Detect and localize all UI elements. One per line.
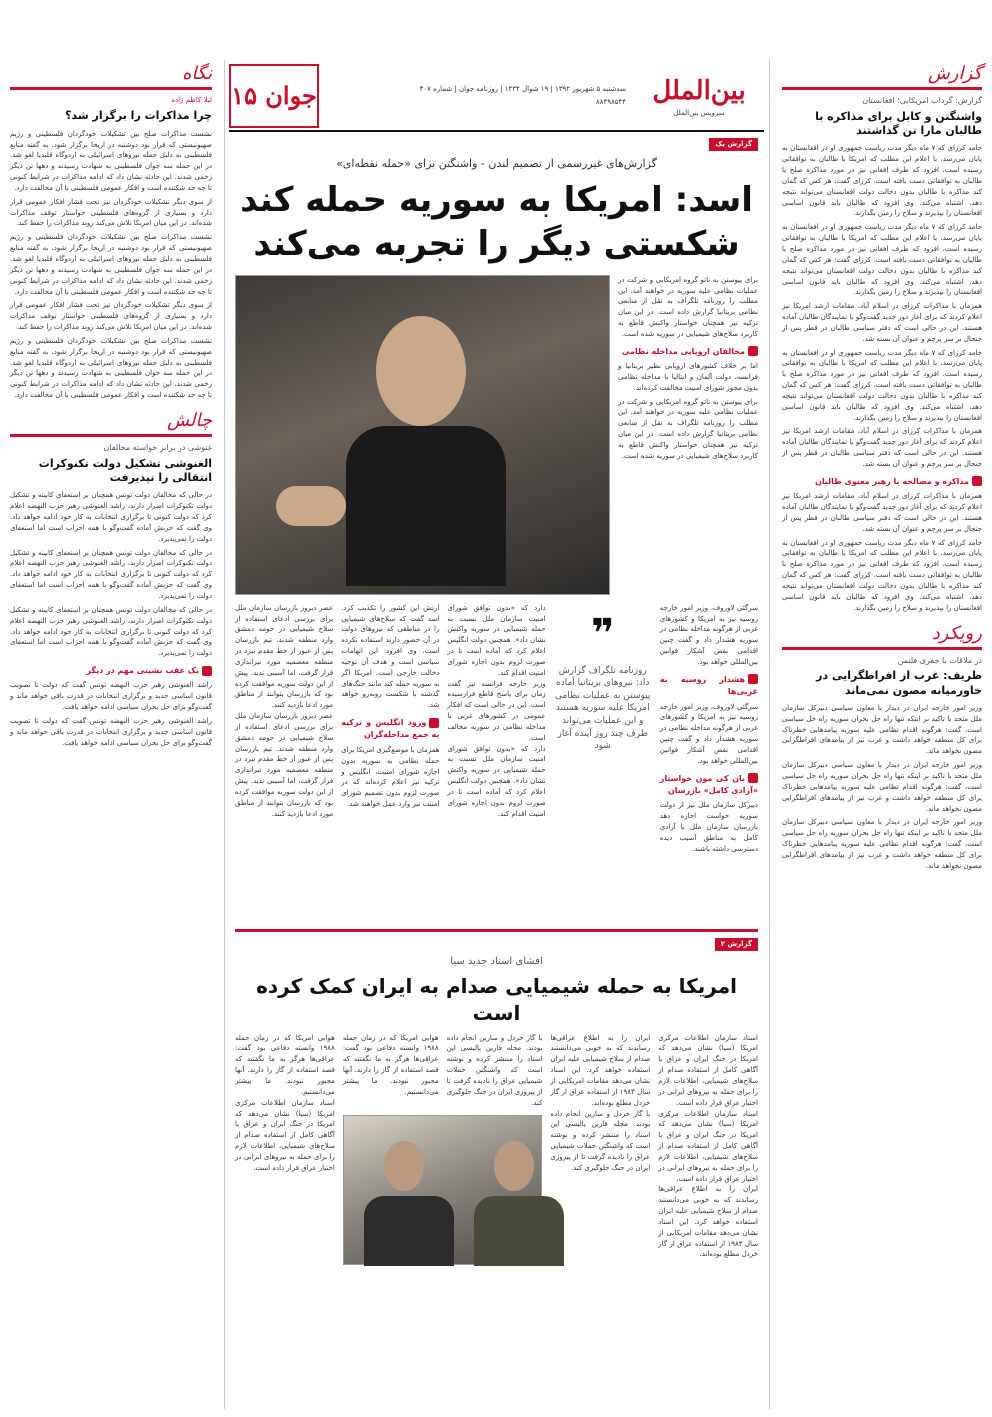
story2-photo xyxy=(343,1115,543,1265)
photo-figure-suit xyxy=(364,1196,454,1266)
article-headline[interactable]: واشنگتن و کابل برای مذاکره با طالبان مارا تن گذاشتند xyxy=(815,109,982,138)
column-divider xyxy=(769,60,770,1409)
section-logo: چالش xyxy=(166,410,212,432)
paragraph: همزمان با مذاکرات کرزای در اسلام آباد، مقامات ارشد امریکا نیز اعلام کردند که برای آغاز دور جدید گفت‌وگو با نمایندگان طالبان آماده هستند. این در حالی است که دفتر سیاسی طالبان در قطر پس از جنجال بر سر پرچم و عنوان آن بسته شد. xyxy=(782,302,982,343)
article-body: در حالی که مخالفان دولت تونس همچنان بر استعفای کابینه و تشکیل دولت تکنوکرات اصرار دارند، راشد الغنوشی رهبر حزب النهضه اعلام کرد که دولت کنونی تا برگزاری انتخابات به کار خود ادامه خواهد داد. وی گفت که حزبش آماده گفت‌وگو با همه احزاب است اما استعفای دولت را نمی‌پذیرد. در حالی که مخالفان دولت تونس همچنان بر استعفای کابینه و تشکیل دولت تکنوکرات اصرار دارند، راشد الغنوشی رهبر حزب النهضه اعلام کرد که دولت کنونی تا برگزاری انتخابات به کار خود ادامه خواهد داد. وی گفت که حزبش آماده گفت‌وگو با همه احزاب است اما استعفای دولت را نمی‌پذیرد. در حالی که مخالفان دولت تونس همچنان بر استعفای کابینه و تشکیل دولت تکنوکرات اصرار دارند، راشد الغنوشی رهبر حزب النهضه اعلام کرد که دولت کنونی تا برگزاری انتخابات به کار خود ادامه خواهد داد. وی گفت که حزبش آماده گفت‌وگو با همه احزاب است اما استعفای دولت را نمی‌پذیرد. یک عقب نشینی مهم در دیگر راشد الغنوشی رهبر حزب النهضه تونس گفت که دولت تا تصویب قانون اساسی جدید و برگزاری انتخابات در قدرت باقی خواهد ماند و گفت‌وگو برای حل بحران سیاسی ادامه خواهد یافت. راشد الغنوشی رهبر حزب النهضه تونس گفت که دولت تا تصویب قانون اساسی جدید و برگزاری انتخابات در قدرت باقی خواهد ماند و گفت‌وگو برای حل بحران سیاسی ادامه خواهد یافت. xyxy=(10,491,212,747)
author-name: لیلا کاظم زاده xyxy=(171,96,212,104)
subheading: مخالفان اروپایی مداخله نظامی xyxy=(618,346,758,358)
section-header-view xyxy=(10,62,212,90)
photo-figure-suit xyxy=(474,1196,564,1266)
section-tag-row xyxy=(235,138,758,151)
paragraph: وزیر امور خارجه ایران در دیدار با معاون سیاسی دبیرکل سازمان ملل متحد با تاکید بر اینکه تنها راه حل بحران سوریه راه حل سیاسی است، گفت: هرگونه اقدام نظامی علیه سوریه پیامدهایی خطرناک برای کل منطقه خواهد داشت و غرب نیز از پیامدهای افراطگرایی مصون نخواهد ماند. xyxy=(782,761,982,813)
bullet-square-icon xyxy=(748,346,758,356)
text-column: سرگئی لاوروف، وزیر امور خارجه روسیه نیز به امریکا و کشورهای غربی از هرگونه مداخله نظامی در سوریه هشدار داد و گفت چنین اقدامی نقض آشکار قوانین بین‌المللی خواهد بود. هشدار روسیه به غربی‌ها سرگئی لاوروف، وزیر امور خارجه روسیه نیز به امریکا و کشورهای غربی از هرگونه مداخله نظامی در سوریه هشدار داد و گفت چنین اقدامی نقض آشکار قوانین بین‌المللی خواهد بود. بان کی مون خواستار «آزادی کامل» بازرسان دبیرکل سازمان ملل نیز از دولت سوریه خواست اجازه دهد بازرسان سازمان ملل با آزادی کامل به مناطق آسیب دیده دسترسی داشته باشند. xyxy=(659,603,758,853)
paragraph: حامد کرزای که ۷ ماه دیگر مدت ریاست جمهوری او در افغانستان به پایان می‌رسد، با اعلام این مطلب که امریکا با طالبان به توافقاتی رسیده است، افزود که طرف افغانی نیز در مورد مذاکره صلح با طالبان به توافقاتی دست یافته است. کرزای گفت: هر کس که گمان کند مذاکره با طالبان بدون دخالت دولت افغانستان می‌تواند نتیجه دهد، اشتباه می‌کند. وی افزود که طالبان باید قانون اساسی افغانستان را بپذیرند و سلاح را زمین بگذارند. xyxy=(782,538,982,612)
quote-mark-icon: ❞ xyxy=(590,610,615,657)
pull-quote-column xyxy=(554,603,652,923)
paragraph: برای پیوستن به ناتو گروه امریکایی و شرکت در عملیات نظامی علیه سوریه در خواهند آمد. این مطلب را روزنامه تلگراف به نقل از منابعی نظامی بریتانیا گزارش داده است. در این میان ترکیه نیز همچنان خواستار واکنش قاطع به کاربرد سلاح‌های شیمیایی در سوریه شده است. xyxy=(618,275,758,338)
brand-tagline: سرویس بین‌الملل xyxy=(673,108,725,117)
section-header-report xyxy=(782,62,982,90)
paragraph: حامد کرزای که ۷ ماه دیگر مدت ریاست جمهوری او در افغانستان به پایان می‌رسد، با اعلام این مطلب که امریکا با طالبان به توافقاتی رسیده است، افزود که طرف افغانی نیز در مورد مذاکره صلح با طالبان به توافقاتی دست یافته است. کرزای گفت: هر کس که گمان کند مذاکره با طالبان بدون دخالت دولت افغانستان می‌تواند نتیجه دهد، اشتباه می‌کند. وی افزود که طالبان باید قانون اساسی افغانستان را بپذیرند و سلاح را زمین بگذارند. xyxy=(782,223,982,297)
headline-line-2: شکستی دیگر را تجربه می‌کند xyxy=(253,224,740,265)
center-column xyxy=(229,134,764,1417)
paragraph: برای پیوستن به ناتو گروه امریکایی و شرکت در عملیات نظامی علیه سوریه در خواهند آمد. این مطلب را روزنامه تلگراف به نقل از منابعی نظامی بریتانیا گزارش داده است. در این میان ترکیه نیز همچنان خواستار واکنش قاطع به کاربرد سلاح‌های شیمیایی در سوریه شده است. xyxy=(618,397,758,460)
bullet-square-icon xyxy=(202,666,212,676)
phone-number: ۸۸۴۹۸۵۴۴ xyxy=(595,98,626,106)
article-kicker: غنوشی در برابر خواسته مخالفان xyxy=(103,442,212,452)
text-column: عصر دیروز بازرسان سازمان ملل برای بررسی ادعای استفاده از سلاح شیمیایی در حومه دمشق وارد منطقه شدند. تیم بازرسان پس از عبور از خط مقدم نبرد در منطقه معضمیه مورد تیراندازی قرار گرفت، اما آسیبی ندید. پیش از این دولت سوریه موافقت کرده بود که بازرسان بتوانند از مناطق مورد ادعا بازدید کنند. عصر دیروز بازرسان سازمان ملل برای بررسی ادعای استفاده از سلاح شیمیایی در حومه دمشق وارد منطقه شدند. تیم بازرسان پس از عبور از خط مقدم نبرد در منطقه معضمیه مورد تیراندازی قرار گرفت، اما آسیبی ندید. پیش از این دولت سوریه موافقت کرده بود که بازرسان بتوانند از مناطق مورد ادعا بازدید کنند. xyxy=(234,603,334,818)
article-body xyxy=(782,703,982,872)
paragraph: حامد کرزای که ۷ ماه دیگر مدت ریاست جمهوری او در افغانستان به پایان می‌رسد، با اعلام این مطلب که امریکا با طالبان به توافقاتی رسیده است، افزود که طرف افغانی نیز در مورد مذاکره صلح با طالبان به توافقاتی دست یافته است. کرزای گفت: هر کس که گمان کند مذاکره با طالبان بدون دخالت دولت افغانستان می‌تواند نتیجه دهد، اشتباه می‌کند. وی افزود که طالبان باید قانون اساسی افغانستان را بپذیرند و سلاح را زمین بگذارند. xyxy=(782,144,982,218)
page-number-badge: جوان ۱۵ xyxy=(229,64,319,128)
story2-headline[interactable]: امریکا به حمله شیمیایی صدام به ایران کمک کرده است xyxy=(256,973,737,1025)
section-tag: گزارش یک xyxy=(709,138,758,151)
article-body: نشست مذاکرات صلح بین تشکیلات خودگردان فلسطینی و رژیم صهیونیستی که قرار بود دوشنبه در اریحا برگزار شود، به گفته منابع فلسطینی به دلیل حمله نیروهای اسرائیلی به اردوگاه قلندیا لغو شد. در این حمله سه جوان فلسطینی به شهادت رسیدند و دهها تن دیگر زخمی شدند. این حادثه نشان داد که ادامه مذاکرات در شرایط کنونی تا چه حد شکننده است و افکار عمومی فلسطینی با آن مخالفت دارد. از سوی دیگر تشکیلات خودگردان نیز تحت فشار افکار عمومی قرار دارد و بسیاری از گروه‌های فلسطینی خواستار توقف مذاکرات شده‌اند. در این میان امریکا تلاش می‌کند روند مذاکرات را حفظ کند. نشست مذاکرات صلح بین تشکیلات خودگردان فلسطینی و رژیم صهیونیستی که قرار بود دوشنبه در اریحا برگزار شود، به گفته منابع فلسطینی به دلیل حمله نیروهای اسرائیلی به اردوگاه قلندیا لغو شد. در این حمله سه جوان فلسطینی به شهادت رسیدند و دهها تن دیگر زخمی شدند. این حادثه نشان داد که ادامه مذاکرات در شرایط کنونی تا چه حد شکننده است و افکار عمومی فلسطینی با آن مخالفت دارد. از سوی دیگر تشکیلات خودگردان نیز تحت فشار افکار عمومی قرار دارد و بسیاری از گروه‌های فلسطینی خواستار توقف مذاکرات شده‌اند. در این میان امریکا تلاش می‌کند روند مذاکرات را حفظ کند. نشست مذاکرات صلح بین تشکیلات خودگردان فلسطینی و رژیم صهیونیستی که قرار بود دوشنبه در اریحا برگزار شود، به گفته منابع فلسطینی به دلیل حمله نیروهای اسرائیلی به اردوگاه قلندیا لغو شد. در این حمله سه جوان فلسطینی به شهادت رسیدند و دهها تن دیگر زخمی شدند. این حادثه نشان داد که ادامه مذاکرات در شرایط کنونی تا چه حد شکننده است و افکار عمومی فلسطینی با آن مخالفت دارد. xyxy=(10,129,212,400)
section-logo: رویکرد xyxy=(931,622,982,644)
article-body xyxy=(782,143,982,613)
photo-figure-head xyxy=(384,1141,424,1191)
masthead xyxy=(229,62,764,132)
paragraph: همزمان با مذاکرات کرزای در اسلام آباد، مقامات ارشد امریکا نیز اعلام کردند که برای آغاز دور جدید گفت‌وگو با نمایندگان طالبان آماده هستند. این در حالی است که دفتر سیاسی طالبان در قطر پس از جنجال بر سر پرچم و عنوان آن بسته شد. xyxy=(782,492,982,533)
text-column: دارد که «بدون توافق شورای امنیت سازمان ملل نسبت به حمله شیمیایی در سوریه واکنش نشان داد». همچنین دولت انگلیس اعلام کرد که آماده است تا در صورت لزوم بدون اجازه شورای امنیت اقدام کند. وزیر خارجه فرانسه نیز گفت زمان برای پاسخ قاطع فرارسیده است. این در حالی است که افکار عمومی در کشورهای غربی با مداخله نظامی در سوریه مخالف است. دارد که «بدون توافق شورای امنیت سازمان ملل نسبت به حمله شیمیایی در سوریه واکنش نشان داد». همچنین دولت انگلیس اعلام کرد که آماده است تا در صورت لزوم بدون اجازه شورای امنیت اقدام کند. xyxy=(447,603,546,818)
section-header-approach xyxy=(782,622,982,650)
subheading: مذاکره و مصالحه با رهبر معنوی طالبان xyxy=(782,476,982,488)
photo-figure-hand xyxy=(276,486,346,526)
bullet-square-icon xyxy=(429,718,439,728)
paragraph: حامد کرزای که ۷ ماه دیگر مدت ریاست جمهوری او در افغانستان به پایان می‌رسد، با اعلام این مطلب که امریکا با طالبان به توافقاتی رسیده است، افزود که طرف افغانی نیز در مورد مذاکره صلح با طالبان به توافقاتی دست یافته است. کرزای گفت: هر کس که گمان کند مذاکره با طالبان بدون دخالت دولت افغانستان می‌تواند نتیجه دهد، اشتباه می‌کند. وی افزود که طالبان باید قانون اساسی افغانستان را بپذیرند و سلاح را زمین بگذارند. xyxy=(782,348,982,422)
section-logo: نگاه xyxy=(182,63,212,85)
text-column: اسناد سازمان اطلاعات مرکزی امریکا (سیا) نشان می‌دهد که امریکا در جنگ ایران و عراق با آگاهی کامل از استفاده صدام از سلاح‌های شیمیایی، اطلاعات لازم را برای حمله به نیروهای ایرانی در اختیار عراق قرار داده است. اسناد سازمان اطلاعات مرکزی امریکا (سیا) نشان می‌دهد که امریکا در جنگ ایران و عراق با آگاهی کامل از استفاده صدام از سلاح‌های شیمیایی، اطلاعات لازم را برای حمله به نیروهای ایرانی در اختیار عراق قرار داده است. ایران را به اطلاع عراقی‌ها رساندند که به خوبی می‌دانستند صدام از سلاح شیمیایی علیه ایران استفاده خواهد کرد. این اسناد نشان می‌دهد مقامات امریکایی از سال ۱۹۸۳ از استفاده عراق از گاز خردل مطلع بوده‌اند. xyxy=(658,1033,758,1259)
paragraph: وزیر امور خارجه ایران در دیدار با معاون سیاسی دبیرکل سازمان ملل متحد با تاکید بر اینکه تنها راه حل بحران سوریه راه حل سیاسی است، گفت: هرگونه اقدام نظامی علیه سوریه پیامدهایی خطرناک برای کل منطقه خواهد داشت و غرب نیز از پیامدهای افراطگرایی مصون نخواهد ماند. xyxy=(782,818,982,870)
photo-figure-suit xyxy=(346,426,506,586)
lead-photo xyxy=(235,275,610,595)
left-column xyxy=(0,0,222,1417)
bullet-square-icon xyxy=(972,476,982,486)
photo-figure-head xyxy=(494,1141,534,1191)
brand-block xyxy=(634,64,764,128)
text-column: هوایی امریکا که در زمان حمله ۱۹۸۸ وابسته دفاعی بود گفت: عراقی‌ها هرگز به ما نگفتند که قصد استفاده از گاز را دارند. آنها مجبور نبودند. ما پیشتر می‌دانستیم. اسناد سازمان اطلاعات مرکزی امریکا (سیا) نشان می‌دهد که امریکا در جنگ ایران و عراق با آگاهی کامل از استفاده صدام از سلاح‌های شیمیایی، اطلاعات لازم را برای حمله به نیروهای ایرانی در اختیار عراق قرار داده است. xyxy=(235,1033,335,1172)
article-kicker: گزارش: گرداب امریکایی؛ افغانستان xyxy=(862,96,982,105)
section-tag: گزارش ۲ xyxy=(715,938,758,951)
story2-columns xyxy=(235,1033,758,1363)
article-kicker: در ملاقات با جفری فلتمن xyxy=(897,655,982,665)
pull-quote: روزنامه تلگراف گزارش داد: نیروهای بریتانیا آماده پیوستن به عملیات نظامی امریکا علیه سوریه هستند و این عملیات می‌تواند ظرف چند روز آینده آغاز شود xyxy=(555,665,651,752)
lead-side-text xyxy=(618,275,758,595)
bullet-square-icon xyxy=(748,674,758,684)
headline-line-1: اسد: امریکا به سوریه حمله کند xyxy=(240,180,753,221)
section-header-challenge xyxy=(10,409,212,437)
paragraph: وزیر امور خارجه ایران در دیدار با معاون سیاسی دبیرکل سازمان ملل متحد با تاکید بر اینکه تنها راه حل بحران سوریه راه حل سیاسی است، گفت: هرگونه اقدام نظامی علیه سوریه پیامدهایی خطرناک برای کل منطقه خواهد داشت و غرب نیز از پیامدهای افراطگرایی مصون نخواهد ماند. xyxy=(782,703,982,756)
bullet-square-icon xyxy=(748,773,758,783)
article-headline[interactable]: ظریف: غرب از افراطگرایی در خاورمیانه مصون نمی‌ماند xyxy=(816,669,982,697)
section-logo: گزارش xyxy=(927,63,982,85)
lead-photo-row xyxy=(235,275,758,595)
section-divider xyxy=(235,929,758,932)
text-column: ارتش این کشور را تکذیب کرد. اسد گفت که سلاح‌های شیمیایی را در مناطقی که نیروهای دولت در آن حضور دارند استفاده نکرده است. وی افزود: این اتهامات سیاسی است و هدف آن توجیه دخالت خارجی است. امریکا اگر به سوریه حمله کند مانند جنگ‌های گذشته با شکست روبه‌رو خواهد شد. ورود انگلیس و ترکیه به جمع مداخله‌گران همزمان با موضع‌گیری امریکا برای حمله نظامی به سوریه بدون اجازه شورای امنیت، انگلیس و ترکیه نیز اعلام کرده‌اند که در صورت لزوم بدون تصمیم شورای امنیت نیز وارد عمل خواهند شد. xyxy=(341,603,440,809)
story2-overline: افشای اسناد جدید سیا xyxy=(450,956,543,968)
brand-name: بین‌الملل xyxy=(652,75,746,106)
photo-figure-head xyxy=(376,316,466,426)
lead-headline[interactable] xyxy=(235,178,758,266)
text-column: ایران را به اطلاع عراقی‌ها رساندند که به خوبی می‌دانستند صدام از سلاح شیمیایی علیه ایران استفاده خواهد کرد. این اسناد نشان می‌دهد مقامات امریکایی از سال ۱۹۸۳ از استفاده عراق از گاز خردل مطلع بوده‌اند. با گاز خردل و سارین انجام داده بودند. مجله فارین پالیسی این اسناد را منتشر کرده و نوشته است که واشنگتن حملات شیمیایی عراق را نادیده گرفت تا از پیروزی ایران در جنگ جلوگیری کند. xyxy=(550,1033,651,1172)
lead-overline: گزارش‌های غیررسمی از تصمیم لندن - واشنگتن برای «حمله نقطه‌ای» xyxy=(336,157,657,171)
issue-date: سه‌شنبه ۵ شهریور ۱۳۹۲ | ۱۹ شوال ۱۴۳۴ | روزنامه جوان | شماره ۴۰۷ xyxy=(419,84,626,93)
issue-info xyxy=(319,85,634,108)
article-headline[interactable]: الغنوشی تشکیل دولت تکنوکرات انتقالی را نپذیرفت xyxy=(38,456,212,485)
column-divider xyxy=(224,60,225,1409)
lead-columns xyxy=(235,603,758,923)
section-tag-row xyxy=(235,938,758,951)
story2-mid xyxy=(343,1033,543,1363)
right-column xyxy=(772,0,992,1417)
paragraph: همزمان با مذاکرات کرزای در اسلام آباد، مقامات ارشد امریکا نیز اعلام کردند که برای آغاز دور جدید گفت‌وگو با نمایندگان طالبان آماده هستند. این در حالی است که دفتر سیاسی طالبان در قطر پس از جنجال بر سر پرچم و عنوان آن بسته شد. xyxy=(782,427,982,469)
text-column: هوایی امریکا که در زمان حمله ۱۹۸۸ وابسته دفاعی بود گفت: عراقی‌ها هرگز به ما نگفتند که قصد استفاده از گاز را دارند. آنها مجبور نبودند. ما پیشتر می‌دانستیم. xyxy=(342,1033,439,1096)
article-headline[interactable]: چرا مذاکرات را برگزار شد؟ xyxy=(65,109,212,123)
text-column: با گاز خردل و سارین انجام داده بودند. مجله فارین پالیسی این اسناد را منتشر کرده و نوشته است که واشنگتن حملات شیمیایی عراق را نادیده گرفت تا از پیروزی ایران در جنگ جلوگیری کند. xyxy=(446,1033,543,1107)
paragraph: اما بر خلاف کشورهای اروپایی نظیر بریتانیا و فرانسه، دولت آلمان و ایتالیا با مداخله نظامی بدون مجوز شورای امنیت مخالفت کرده‌اند. xyxy=(618,362,758,392)
